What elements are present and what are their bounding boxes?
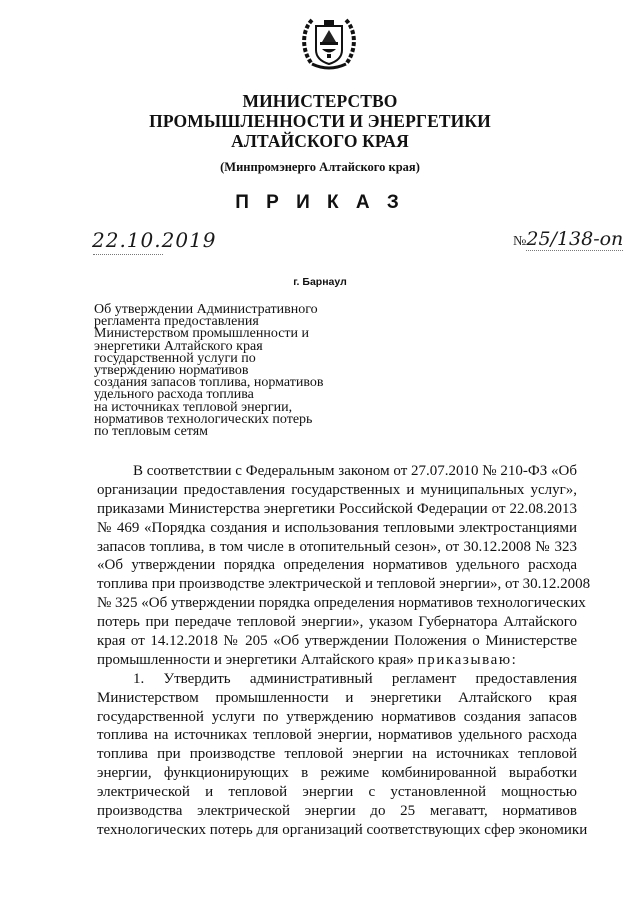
subject-line: Министерством промышленности и — [94, 326, 310, 342]
preamble-line: «Об утверждении порядка определения нормативов удельного расхода — [97, 557, 577, 574]
order-subject — [94, 304, 324, 438]
order-body — [97, 462, 591, 840]
preamble-line: потерь при передаче тепловой энергии», указом Губернатора Алтайского — [97, 614, 577, 631]
subject-line: утверждению нормативов — [94, 363, 249, 379]
subject-line: регламента предоставления — [94, 314, 259, 330]
preamble-line: № 325 «Об утверждении порядка определения нормативов технологических — [97, 595, 586, 612]
handwritten-date: 22.10.2019 — [92, 228, 217, 252]
city: г. Барнаул — [293, 276, 347, 288]
subject-line: государственной услуги по — [94, 350, 256, 366]
item-1-line: топлива при производстве тепловой энергии на источниках тепловой — [97, 746, 577, 763]
preamble-line: организации предоставления государственных и муниципальных услуг», — [97, 481, 577, 498]
handwritten-number: 25/138-оп — [526, 228, 624, 250]
item-1-line: 1. Утвердить административный регламент предоставления — [133, 670, 577, 687]
subject-line: создания запасов топлива, нормативов — [94, 375, 324, 391]
ministry-line-3: АЛТАЙСКОГО КРАЯ — [231, 131, 409, 151]
date-underline — [93, 254, 163, 255]
coat-of-arms-icon — [298, 12, 360, 72]
preamble-line: топлива при производстве электрической и тепловой энергии», от 30.12.2008 — [97, 576, 591, 593]
item-1-line: энергии, функционирующих в режиме комбинированной выработки — [97, 765, 577, 782]
preamble-last-text: промышленности и энергетики Алтайского края» — [97, 651, 418, 668]
ministry-line-1: МИНИСТЕРСТВО — [242, 91, 398, 111]
item-1-line: электрической и тепловой энергии с установленной мощностью — [97, 784, 577, 801]
preamble-last-line — [97, 651, 577, 670]
preamble-line: В соответствии с Федеральным законом от 27.07.2010 № 210-ФЗ «Об — [133, 463, 577, 479]
preamble-line: приказами Министерства энергетики Российской Федерации от 22.08.2013 — [97, 500, 577, 517]
subject-line: на источниках тепловой энергии, — [94, 399, 293, 415]
subject-line: Об утверждении Административного — [94, 302, 318, 317]
ministry-name — [0, 91, 640, 151]
preamble-line: края от 14.12.2018 № 205 «Об утверждении Положения о Министерстве — [97, 633, 577, 650]
item-1-line: топлива на источниках тепловой энергии, нормативов удельного расхода — [97, 727, 577, 744]
preamble-line: запасов топлива, в том числе в отопительный сезон», от 30.12.2008 № 323 — [97, 538, 577, 555]
subject-line: нормативов технологических потерь — [94, 411, 313, 427]
number-sign: № — [513, 234, 527, 249]
item-1-line: производства электрической энергии до 25 мегаватт, нормативов — [97, 803, 577, 820]
ministry-line-2: ПРОМЫШЛЕННОСТИ И ЭНЕРГЕТИКИ — [149, 111, 491, 131]
order-number — [513, 228, 623, 250]
item-1-line: государственной услуги по утверждению нормативов создания запасов — [97, 708, 577, 725]
subject-line: удельного расхода топлива — [94, 387, 254, 403]
subject-line: энергетики Алтайского края — [94, 338, 263, 354]
item-1-line: Министерством промышленности и энергетики Алтайского края — [97, 689, 577, 706]
document-type-title: П Р И К А З — [235, 192, 405, 213]
ministry-short-name: (Минпромэнерго Алтайского края) — [220, 160, 420, 174]
preamble-line: № 469 «Порядка создания и использования тепловыми электростанциями — [97, 519, 577, 536]
subject-line: по тепловым сетям — [94, 424, 209, 440]
item-1-line: технологических потерь для организаций соответствующих сфер экономики — [97, 821, 588, 838]
order-verb: приказываю: — [417, 651, 518, 668]
